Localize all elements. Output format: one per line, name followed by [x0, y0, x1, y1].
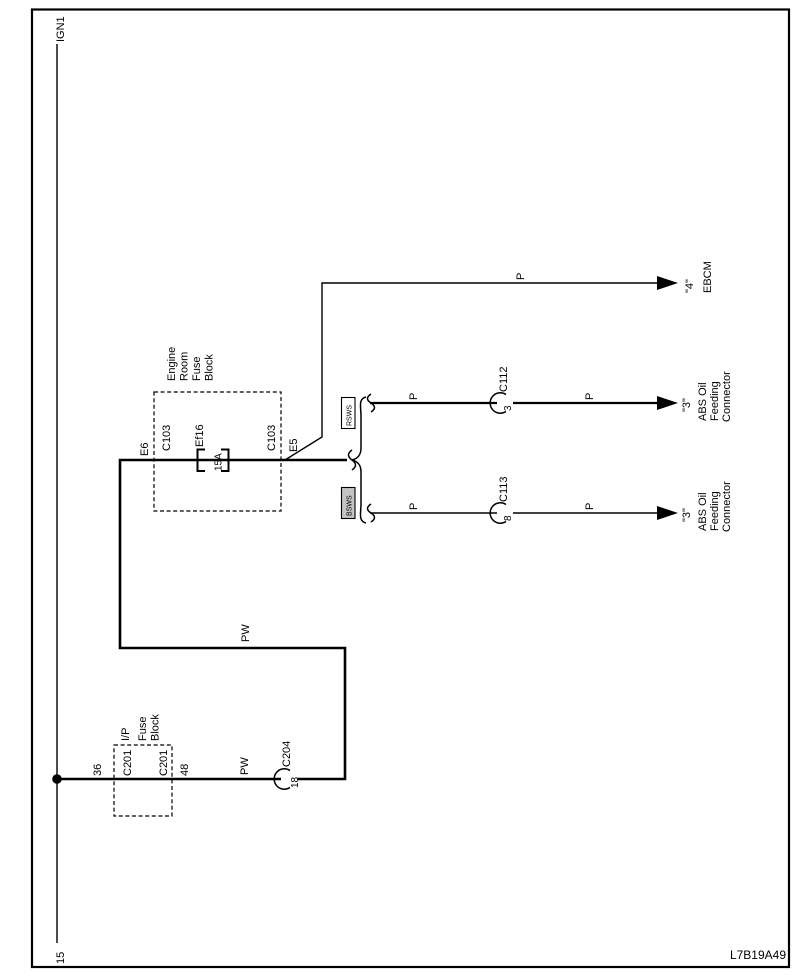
p-wire-label-ebcm: P	[515, 272, 527, 280]
p-wire-label-abs2-in: P	[408, 502, 420, 510]
erb-pin-in-label: E6	[139, 442, 151, 456]
abs2-arrow-icon	[657, 506, 678, 520]
fuse-name-label: Ef16	[194, 424, 206, 447]
abs1-pin-label: "3"	[681, 398, 693, 412]
ipb-connector-in-label: C201	[122, 749, 134, 776]
erb-pin-out-label: E5	[288, 438, 300, 452]
c112-pin-label: 3	[503, 405, 514, 411]
pw-wire-label-lower: PW	[239, 757, 251, 775]
c204-pin-label: 18	[290, 776, 301, 788]
abs2-name-line2: Feeding	[709, 491, 721, 531]
p-wire-label-abs1-out: P	[584, 392, 596, 400]
ipb-pin-in-label: 36	[92, 763, 104, 776]
abs1-name-line1: ABS Oil	[697, 382, 709, 421]
erb-title-line4: Block	[203, 354, 216, 381]
ebcm-wire	[285, 283, 660, 460]
c204-name-label: C204	[281, 740, 293, 767]
erb-title-line2: Room	[178, 351, 191, 381]
c113-name-label: C113	[498, 476, 510, 502]
c113-pin-label: 8	[503, 515, 514, 521]
p-wire-label-abs1-in: P	[408, 392, 420, 400]
ipb-title-line1: I/P	[120, 727, 132, 741]
c112-name-label: C112	[498, 366, 510, 392]
ipb-title-line3: Block	[149, 714, 162, 741]
ipb-title-line2: Fuse	[137, 716, 149, 741]
erb-title-line1: Engine	[166, 346, 178, 381]
page-border	[32, 10, 789, 968]
abs1-arrow-icon	[657, 396, 678, 410]
erb-connector-out-label: C103	[266, 424, 278, 451]
abs2-name-line1: ABS Oil	[697, 492, 709, 531]
ebcm-arrow-icon	[657, 276, 678, 290]
abs2-pin-label: "3"	[681, 508, 693, 522]
ebcm-pin-label: "4"	[684, 279, 696, 293]
p-wire-label-abs2-out: P	[584, 502, 596, 510]
abs1-name-line2: Feeding	[709, 381, 721, 421]
ipb-connector-out-label: C201	[158, 749, 170, 776]
circuit-number-label: 15	[55, 951, 67, 964]
ign1-label: IGN1	[55, 16, 67, 42]
ipb-pin-out-label: 48	[179, 763, 191, 776]
pw-wire-label-upper: PW	[240, 624, 252, 642]
ebcm-name-label: EBCM	[702, 261, 714, 293]
abs2-name-line3: Connector	[721, 481, 733, 532]
erb-title-line3: Fuse	[191, 356, 203, 381]
engine-room-fuse-block-box	[154, 392, 281, 511]
fuse-rating-label: 15A	[213, 453, 225, 471]
abs1-name-line3: Connector	[721, 371, 733, 422]
splice-tag-upper-label: RSWS	[346, 405, 354, 426]
erb-connector-in-label: C103	[161, 424, 173, 451]
splice-tag-lower-label: BSWS	[346, 495, 354, 516]
figure-code-label: L7B19A49	[729, 948, 786, 962]
